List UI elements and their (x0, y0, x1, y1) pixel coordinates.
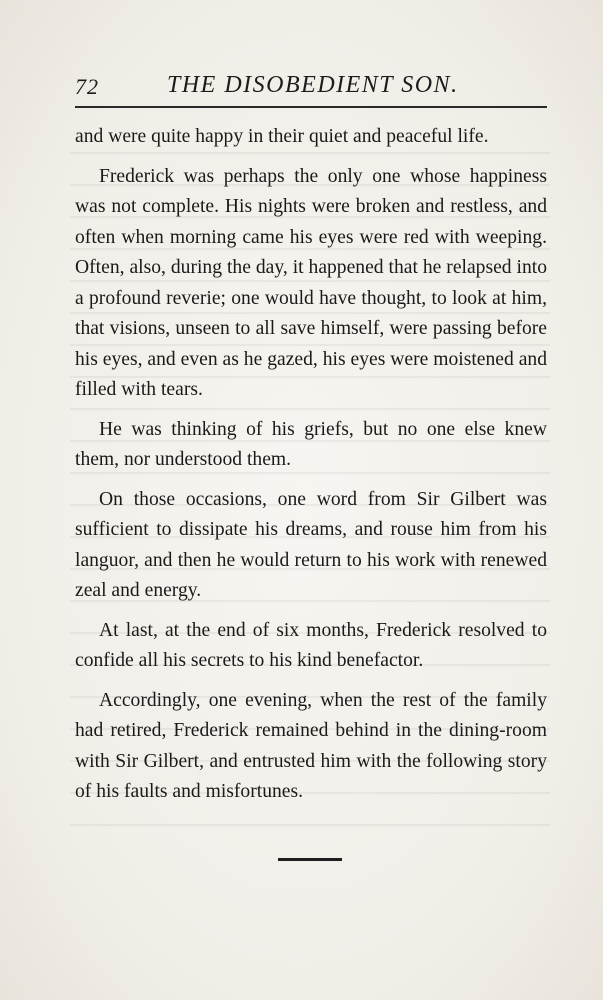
body-text (75, 122, 547, 817)
paragraph-4: On those occasions, one word from Sir Gilbert was sufficient to dissipate his dreams, and rouse him from his languor, and then he would return to his work with renewed zeal and energy. (75, 488, 547, 601)
chapter-end-rule (278, 858, 342, 861)
paragraph-2: Frederick was perhaps the only one whose happiness was not complete. His nights were broken and restless, and often when morning came his eyes were red with weeping. Often, also, during the day, it happened that he relapsed into a profound reverie; one would have thought, to look at him, that visions, unseen to all save himself, were passing before his eyes, and even as he gazed, his eyes were moistened and filled with tears. (75, 165, 547, 400)
page-header (75, 64, 547, 104)
running-title: THE DISOBEDIENT SON. (167, 72, 459, 98)
paragraph-3: He was thinking of his griefs, but no one else knew them, nor understood them. (75, 418, 547, 470)
header-rule (75, 106, 547, 108)
paragraph-6: Accordingly, one evening, when the rest of the family had retired, Frederick remained behind in the dining-room with Sir Gilbert, and entrusted him with the following story of his faults and misfortunes. (75, 689, 547, 802)
paragraph-1: and were quite happy in their quiet and peaceful life. (75, 126, 489, 147)
paragraph-5: At last, at the end of six months, Frederick resolved to confide all his secrets to his kind benefactor. (75, 619, 547, 671)
page-number: 72 (75, 74, 99, 99)
